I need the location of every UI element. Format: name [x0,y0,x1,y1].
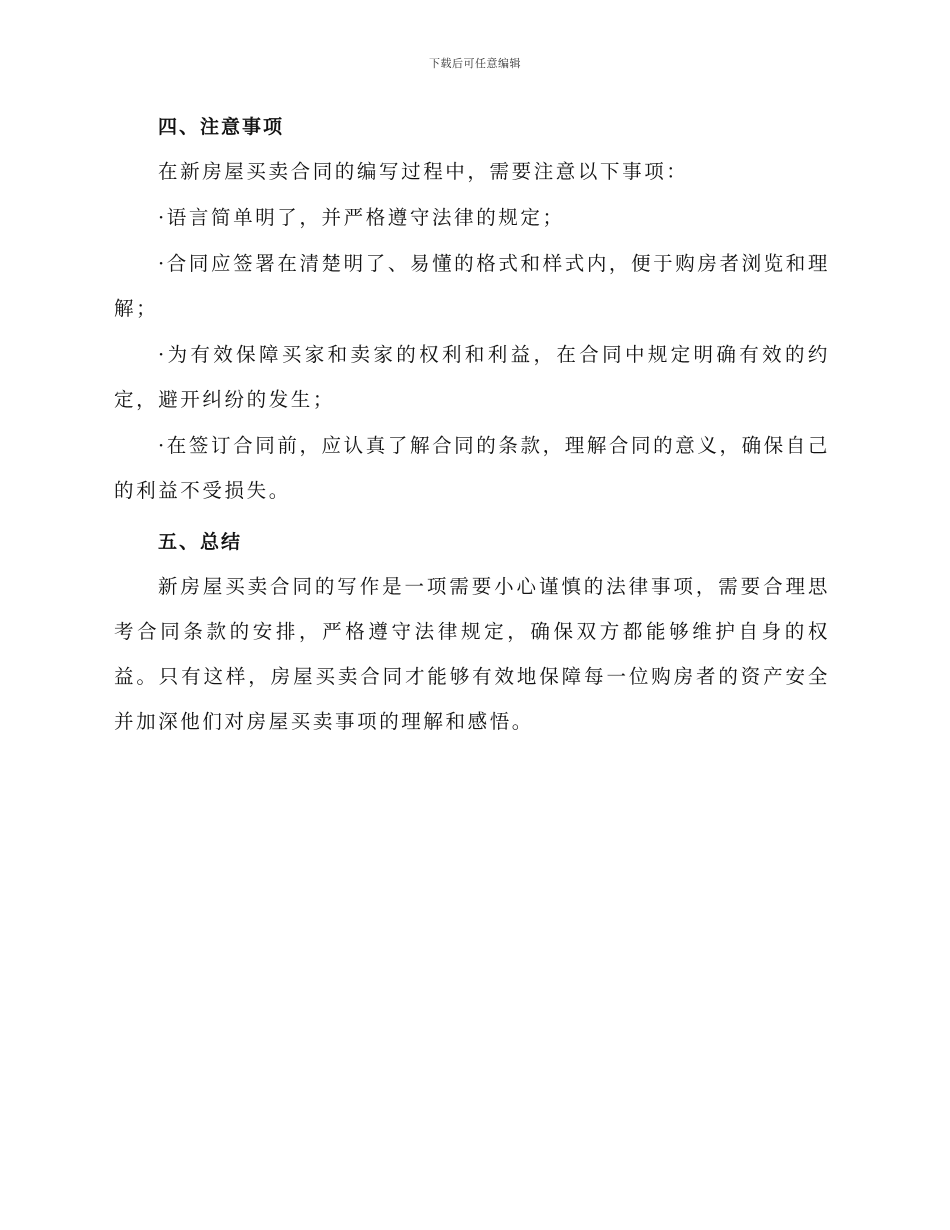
section-5-title: 五、总结 [158,531,243,553]
header-note: 下载后可任意编辑 [429,57,521,70]
notice-item-4: ·在签订合同前，应认真了解合同的条款，理解合同的意义，确保自己的利益不受损失。 [114,434,830,502]
summary-paragraph: 新房屋买卖合同的写作是一项需要小心谨慎的法律事项，需要合理思考合同条款的安排，严格遵守法律规定，确保双方都能够维护自身的权益。只有这样，房屋买卖合同才能够有效地保障每一位购房者的资产安全并加深他们对房屋买卖事项的理解和感悟。 [114,575,830,733]
section-4-intro: 在新房屋买卖合同的编写过程中，需要注意以下事项： [158,160,689,183]
document-body [114,108,830,744]
section-4-title: 四、注意事项 [158,116,285,138]
notice-item-1: ·语言简单明了，并严格遵守法律的规定； [158,206,565,229]
notice-item-2: ·合同应签署在清楚明了、易懂的格式和样式内，便于购房者浏览和理解； [114,252,830,320]
notice-item-3: ·为有效保障买家和卖家的权利和利益，在合同中规定明确有效的约定，避开纠纷的发生； [114,343,830,411]
